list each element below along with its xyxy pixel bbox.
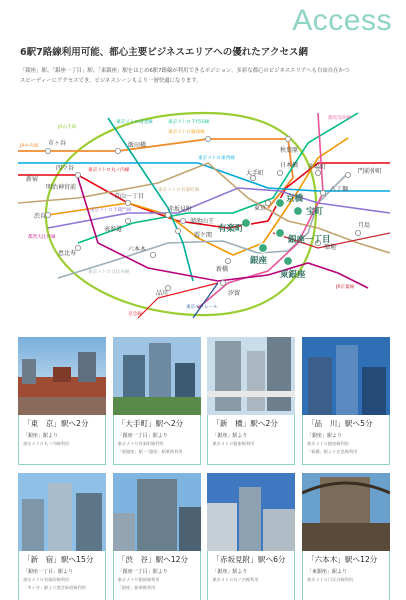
destination-name: 「大手町」駅へ <box>117 419 171 428</box>
destination-minutes: 15分 <box>76 555 94 564</box>
station-meiji: 明治神宮前 <box>46 184 77 191</box>
destination-origin: 「銀座」駅より <box>212 569 248 575</box>
station-otemachi: 大手町 <box>246 170 265 177</box>
destination-note: 東京メトロ有楽町線利用 <box>23 577 70 582</box>
destination-row-2 <box>18 473 390 600</box>
yurakucho-line <box>18 163 390 253</box>
destination-origin: 「銀座一丁目」駅より <box>117 569 168 575</box>
line-label-tozai: 東京メトロ東西線 <box>198 156 235 161</box>
destination-note: 東京メトロ有楽町線利用 <box>117 441 164 446</box>
station-monzen: 門前仲町 <box>358 168 383 175</box>
destination-note: 東京メトロ日比谷線利用 <box>306 577 354 582</box>
destination-note-2: 「新橋」駅より京急線利用 <box>306 449 358 454</box>
destination-minutes: 2分 <box>265 419 278 428</box>
destination-minutes: 2分 <box>170 419 184 428</box>
station-kasumigaseki: 霞ケ関 <box>194 232 213 239</box>
station-aoyama: 青山一丁目 <box>114 193 145 200</box>
line-label-keiyo: JR京葉線 <box>336 285 355 290</box>
destination-card <box>207 337 295 465</box>
destination-name: 「六本木」駅へ <box>306 555 361 564</box>
line-label-monorail: 東京モノレール <box>186 305 218 310</box>
photo-roppongi <box>302 473 390 551</box>
photo-shinagawa <box>302 337 390 415</box>
lead-line-2: スピーディーにアクセスでき、ビジネスシーンもより一層快適になります。 <box>20 78 202 84</box>
line-label-chiyoda: 東京メトロ千代田線 <box>168 120 210 125</box>
destination-card <box>207 473 295 600</box>
station-akasakamitsuke: 赤坂見附 <box>168 206 193 213</box>
destination-note-2: 「東銀座」駅・「銀座」駅乗換利用 <box>117 449 183 454</box>
photo-shimbashi <box>207 337 295 415</box>
destination-origin: 「銀座」駅より <box>212 433 248 439</box>
station-shimbashi: 新橋 <box>216 266 229 273</box>
route-map <box>18 103 390 325</box>
line-label-keikyu: 京急線 <box>128 312 142 317</box>
route-map-svg <box>18 103 390 325</box>
station-tameike: 溜池山王 <box>190 218 215 225</box>
destination-name: 「東 京」駅へ <box>23 419 77 428</box>
station-shibuya: 渋谷 <box>34 213 47 220</box>
line-label-yurakucho: 東京メトロ有楽町線 <box>158 188 200 193</box>
destination-origin: 「銀座」駅より <box>23 433 59 439</box>
line-label-chuo: JR中央線 <box>20 144 39 149</box>
destination-card <box>18 473 106 600</box>
lead-text <box>20 66 390 86</box>
station-tokyo: 東京 <box>254 205 267 212</box>
destination-minutes: 5分 <box>360 419 373 428</box>
destination-caption <box>113 551 201 600</box>
destination-card <box>302 337 390 465</box>
station-kyobashi: 京橋 <box>286 194 304 204</box>
station-roppongi: 六本木 <box>128 246 147 253</box>
station-shiodome: 汐留 <box>228 290 241 297</box>
destination-note-2: 「銀座」駅乗換利用 <box>117 585 156 590</box>
destination-name: 「渋 谷」駅へ <box>117 555 171 564</box>
destination-name: 「新 宿」駅へ <box>23 555 77 564</box>
station-shinagawa: 品川 <box>156 290 169 297</box>
headline: 6駅7路線利用可能、都心主要ビジネスエリアへの優れたアクセス網 <box>20 47 308 58</box>
page-title: Access <box>292 4 392 37</box>
destination-caption <box>302 415 390 465</box>
destination-minutes: 6分 <box>273 555 286 564</box>
station-omotesando: 表参道 <box>104 226 123 233</box>
destination-caption <box>207 415 295 465</box>
station-takaracho: 宝町 <box>306 207 324 217</box>
photo-otemachi <box>113 337 201 415</box>
station-higashiginza: 東銀座 <box>280 270 306 280</box>
station-akihabara: 秋葉原 <box>280 147 299 154</box>
station-kayabacho: 茅場町 <box>308 164 327 171</box>
line-label-hanzomon: 東京メトロ半蔵門線 <box>90 208 132 213</box>
destination-card <box>18 337 106 465</box>
station-yurakucho: 有楽町 <box>218 224 244 234</box>
destination-row-1 <box>18 337 390 465</box>
line-label-yamanote: JR山手線 <box>58 125 77 130</box>
station-iidabashi: 飯田橋 <box>128 142 147 149</box>
destination-card <box>113 337 201 465</box>
destination-note: 東京メトロ丸ノ内線利用 <box>23 441 70 446</box>
destination-caption <box>113 415 201 465</box>
station-ginza1: 銀座一丁目 <box>288 235 331 245</box>
destination-note: 東京メトロ丸ノ内線利用 <box>212 577 259 582</box>
destination-caption <box>18 551 106 600</box>
destination-minutes: 12分 <box>360 555 378 564</box>
line-label-marunouchi: 東京メトロ丸ノ内線 <box>88 168 130 173</box>
destination-minutes: 12分 <box>170 555 189 564</box>
photo-shibuya <box>113 473 201 551</box>
line-label-hibiya: 東京メトロ日比谷線 <box>88 270 130 275</box>
station-ginza: 銀座 <box>250 256 268 266</box>
line-label-ginza: 東京メトロ銀座線 <box>168 130 205 135</box>
line-label-asakusa: 都営浅草線 <box>328 116 351 121</box>
destination-note-2: 「市ヶ谷」駅より都営新宿線利用 <box>23 585 86 590</box>
destination-note: 東京メトロ銀座線利用 <box>212 441 255 446</box>
line-label-oedo: 都営大江戸線 <box>28 235 56 240</box>
destination-card <box>113 473 201 600</box>
lead-line-1: 「銀座」駅、「銀座一丁目」駅、「東銀座」駅をはじめ6駅7路線が利用できるポジション。多彩な都心のビジネスエリアへも自由自在かつ <box>20 68 350 74</box>
destination-origin: 「銀座一丁目」駅より <box>23 569 74 575</box>
photo-akasakamitsuke <box>207 473 295 551</box>
destination-name: 「赤坂見附」駅へ <box>212 555 274 564</box>
station-ichigaya: 市ヶ谷 <box>48 140 67 147</box>
destination-grid <box>18 337 390 600</box>
destination-origin: 「銀座」駅より <box>306 433 342 439</box>
photo-tokyo-station <box>18 337 106 415</box>
photo-shinjuku <box>18 473 106 551</box>
destination-card <box>302 473 390 600</box>
station-hatchobori: 八丁堀 <box>330 186 349 193</box>
destination-minutes: 2分 <box>76 419 89 428</box>
destination-note: 東京メトロ銀座線利用 <box>117 577 160 582</box>
destination-caption <box>18 415 106 465</box>
station-nihonbashi: 日本橋 <box>280 162 299 169</box>
destination-name: 「品 川」駅へ <box>306 419 361 428</box>
destination-origin: 「銀座一丁目」駅より <box>117 433 168 439</box>
station-yotsuya: 四ツ谷 <box>56 165 75 172</box>
station-ebisu: 恵比寿 <box>58 250 77 257</box>
station-shinjuku: 新宿 <box>26 176 39 183</box>
destination-name: 「新 橋」駅へ <box>212 419 266 428</box>
station-tsukiji: 築地 <box>324 244 337 251</box>
destination-caption <box>207 551 295 600</box>
destination-origin: 「東銀座」駅より <box>306 569 347 575</box>
line-label-namboku: 東京メトロ南北線 <box>116 120 153 125</box>
destination-note: 東京メトロ銀座線利用 <box>306 441 349 446</box>
destination-caption <box>302 551 390 600</box>
station-tsukishima: 月島 <box>358 222 371 229</box>
